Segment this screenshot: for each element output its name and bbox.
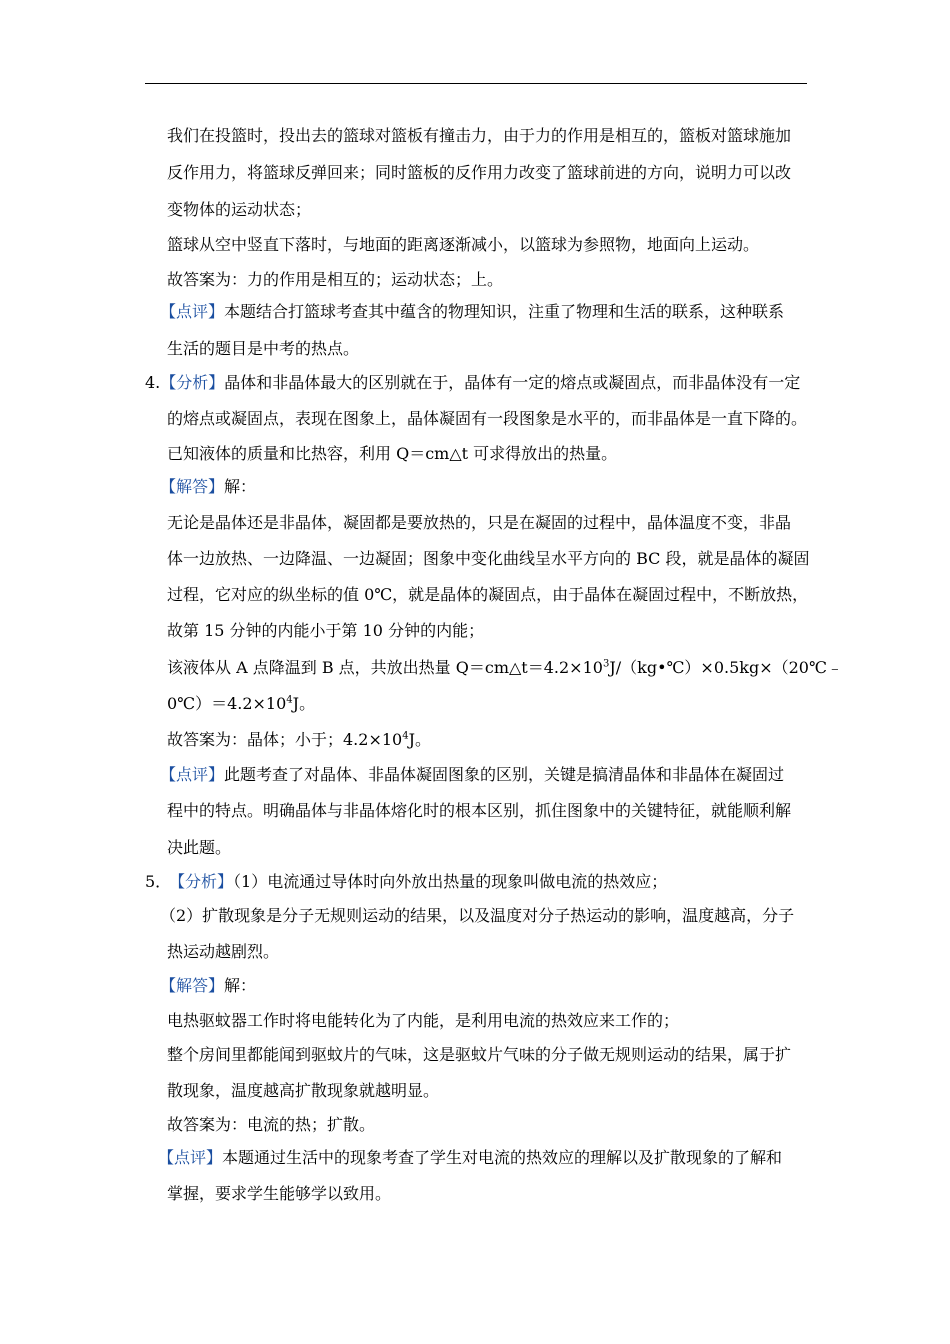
solution-head-line [160, 976, 256, 996]
solution-line: 故第 15 分钟的内能小于第 10 分钟的内能； [167, 621, 485, 640]
text-line: 变物体的运动状态； [167, 200, 312, 219]
review-text: 本题通过生活中的现象考查了学生对电流的热效应的理解以及扩散现象的了解和 [222, 1148, 783, 1167]
formula-part: 该液体从 A 点降温到 B 点，共放出热量 Q＝cm△t＝4.2×10 [167, 658, 603, 677]
analysis-tag: 【分析】 [160, 373, 225, 392]
analysis-line: （2）扩散现象是分子无规则运动的结果，以及温度对分子热运动的影响，温度越高，分子 [160, 906, 795, 925]
review-tag: 【点评】 [160, 765, 225, 784]
answer-line: 故答案为：电流的热；扩散。 [167, 1115, 376, 1134]
review-text: 本题结合打篮球考查其中蕴含的物理知识，注重了物理和生活的联系，这种联系 [224, 302, 785, 321]
solution-line: 整个房间里都能闻到驱蚊片的气味，这是驱蚊片气味的分子做无规则运动的结果，属于扩 [167, 1045, 792, 1064]
answer-part: J。 [408, 730, 432, 749]
formula-part: J。 [292, 694, 316, 713]
exponent: 4 [286, 694, 293, 706]
review-line: 程中的特点。明确晶体与非晶体熔化时的根本区别，抓住图象中的关键特征，就能顺利解 [167, 801, 792, 820]
analysis-line: 的熔点或凝固点，表现在图象上，晶体凝固有一段图象是水平的，而非晶体是一直下降的。 [167, 409, 808, 428]
review-line [158, 1148, 782, 1168]
solution-tag: 【解答】 [160, 976, 225, 995]
exponent: 3 [602, 658, 610, 670]
solution-head: 解： [224, 477, 257, 496]
review-line: 生活的题目是中考的热点。 [167, 339, 360, 358]
analysis-text: 晶体和非晶体最大的区别就在于，晶体有一定的熔点或凝固点，而非晶体没有一定 [224, 373, 801, 392]
solution-line [167, 694, 315, 714]
solution-head: 解： [224, 976, 257, 995]
analysis-tag: 【分析】 [169, 872, 234, 891]
review-text: 此题考查了对晶体、非晶体凝固图象的区别，关键是搞清晶体和非晶体在凝固过 [224, 765, 785, 784]
header-rule [145, 83, 807, 84]
answer-line: 故答案为：力的作用是相互的；运动状态；上。 [167, 270, 504, 289]
review-tag: 【点评】 [160, 302, 225, 321]
question-number: 5． [145, 872, 172, 891]
review-line [160, 765, 784, 785]
solution-head-line [160, 477, 256, 497]
solution-line: 体一边放热、一边降温、一边凝固；图象中变化曲线呈水平方向的 BC 段，就是晶体的凝固 [167, 549, 810, 568]
exponent: 4 [402, 730, 409, 742]
analysis-line: 已知液体的质量和比热容，利用 Q＝cm△t 可求得放出的热量。 [167, 444, 618, 463]
review-line: 掌握，要求学生能够学以致用。 [167, 1184, 392, 1203]
question-number: 4. [145, 373, 161, 392]
review-line: 决此题。 [167, 838, 232, 857]
solution-tag: 【解答】 [160, 477, 225, 496]
text-line: 我们在投篮时，投出去的篮球对篮板有撞击力，由于力的作用是相互的，篮板对篮球施加 [167, 126, 792, 145]
formula-part: 0℃）＝4.2×10 [167, 694, 287, 713]
q5-analysis-line [145, 872, 667, 892]
solution-line: 过程，它对应的纵坐标的值 0℃，就是晶体的凝固点，由于晶体在凝固过程中，不断放热， [167, 585, 809, 604]
text-line: 篮球从空中竖直下落时，与地面的距离逐渐减小，以篮球为参照物，地面向上运动。 [167, 235, 760, 254]
solution-line: 散现象，温度越高扩散现象就越明显。 [167, 1081, 440, 1100]
analysis-text: （1）电流通过导体时向外放出热量的现象叫做电流的热效应； [233, 872, 668, 891]
solution-line [167, 658, 843, 678]
formula-part: J/（kg•℃）×0.5kg×（20℃﹣ [609, 658, 843, 677]
q4-analysis-line [145, 373, 800, 393]
text-line: 反作用力，将篮球反弹回来；同时篮板的反作用力改变了篮球前进的方向，说明力可以改 [167, 163, 792, 182]
solution-line: 无论是晶体还是非晶体，凝固都是要放热的，只是在凝固的过程中，晶体温度不变，非晶 [167, 513, 792, 532]
review-tag: 【点评】 [158, 1148, 223, 1167]
review-line [160, 302, 784, 322]
solution-line: 电热驱蚊器工作时将电能转化为了内能，是利用电流的热效应来工作的； [167, 1011, 680, 1030]
answer-line [167, 730, 431, 750]
answer-part: 故答案为：晶体；小于；4.2×10 [167, 730, 403, 749]
analysis-line: 热运动越剧烈。 [167, 942, 280, 961]
